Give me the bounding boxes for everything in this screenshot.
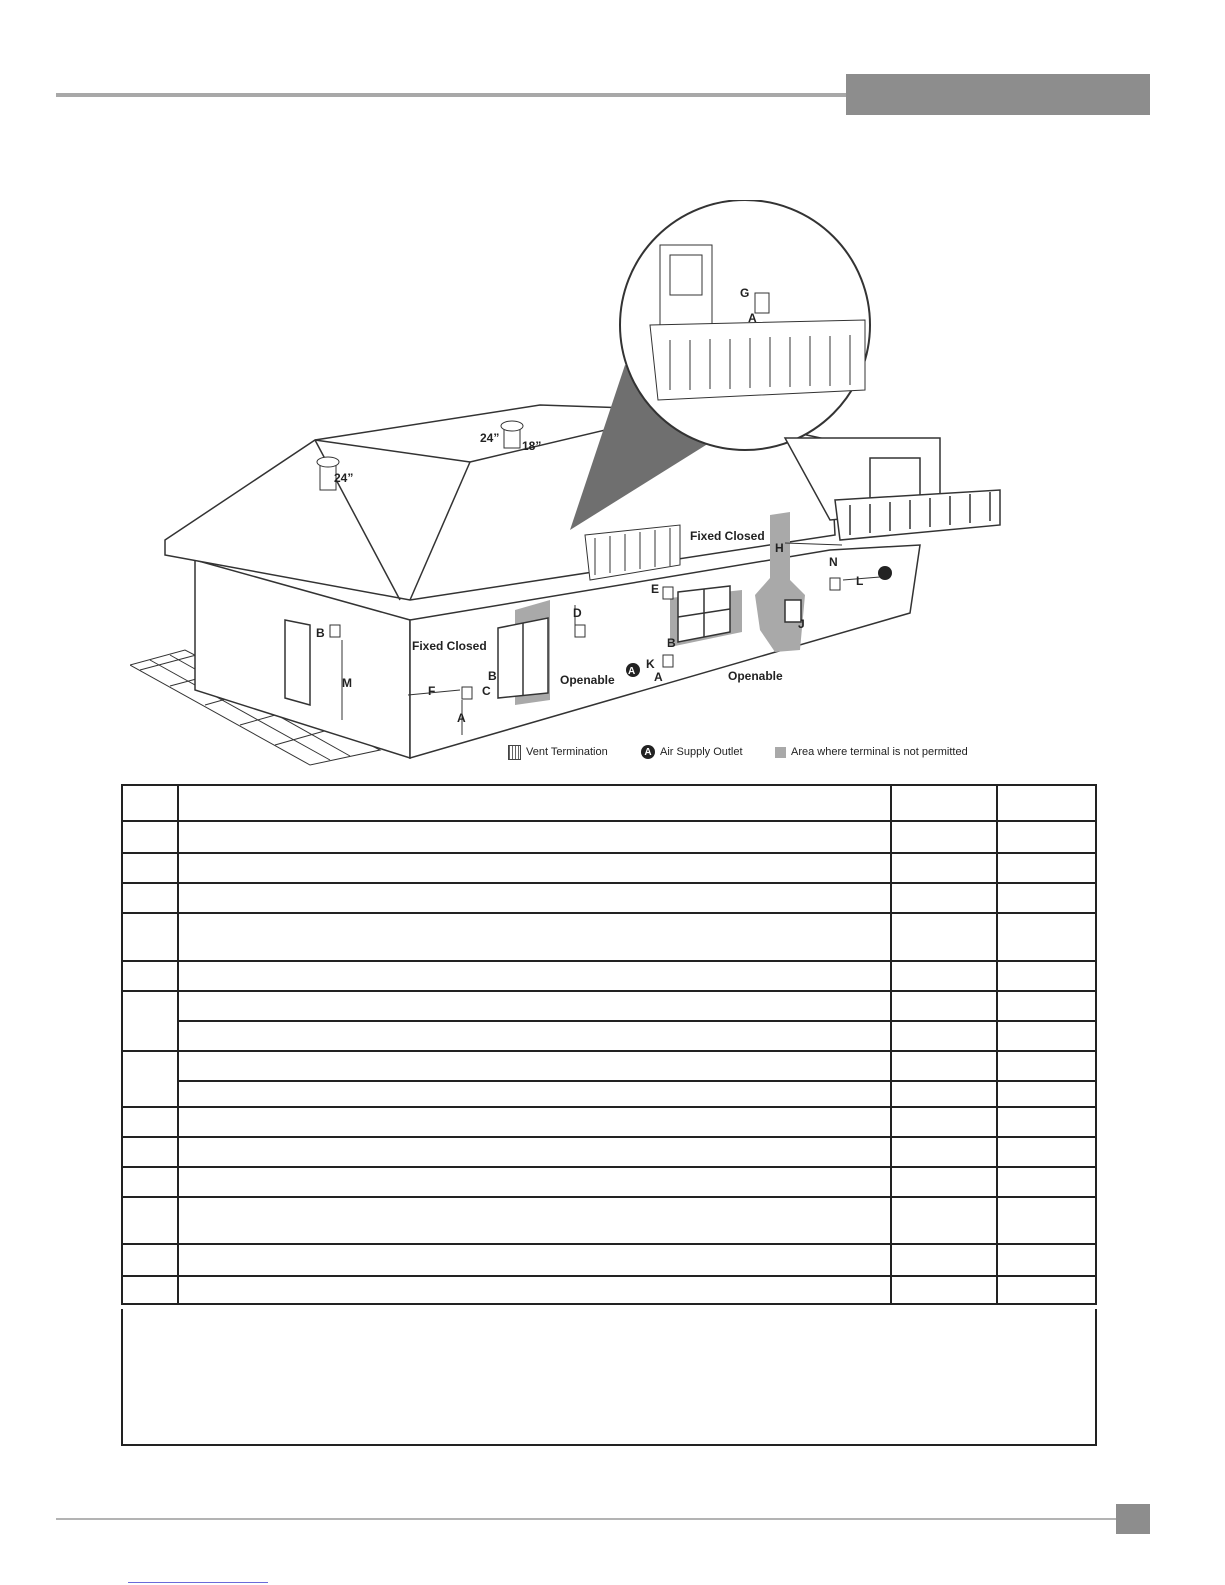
table-row: [122, 1051, 1096, 1081]
balcony-inset: [620, 200, 870, 450]
roof-vent-center: [501, 421, 523, 448]
rear-balcony: [585, 525, 680, 580]
label-B-door: B: [316, 626, 325, 640]
legend-vent-label: Vent Termination: [526, 746, 608, 758]
label-K: K: [646, 657, 655, 671]
table-row: [122, 991, 1096, 1021]
air-supply-outlet-icon: A: [641, 745, 655, 759]
table-header-row: [122, 785, 1096, 821]
legend-area-label: Area where terminal is not permitted: [791, 746, 968, 758]
legend-air-label: Air Supply Outlet: [660, 746, 743, 758]
legend-area: [775, 743, 968, 761]
table-row: [122, 1167, 1096, 1197]
label-M: M: [342, 676, 352, 690]
table-row: [122, 883, 1096, 913]
label-H: H: [775, 541, 784, 555]
table-row: [122, 1244, 1096, 1276]
footer-link[interactable]: [128, 1582, 268, 1583]
restricted-area-icon: [775, 747, 786, 758]
label-B-right: B: [667, 636, 676, 650]
table-row: [122, 1137, 1096, 1167]
header-rule: [56, 93, 846, 97]
label-C: C: [482, 684, 491, 698]
notes-box: [121, 1309, 1097, 1446]
air-outlet-symbol: A: [628, 666, 636, 677]
label-A-inset: A: [748, 311, 757, 325]
table-row: [122, 1197, 1096, 1244]
table-row: [122, 1081, 1096, 1107]
label-L: L: [856, 574, 864, 588]
vent-clearance-diagram: [130, 200, 1030, 780]
clearance-table: [121, 784, 1097, 1305]
label-D: D: [573, 606, 582, 620]
label-F: F: [428, 684, 436, 698]
table-row: [122, 913, 1096, 961]
table-row: [122, 821, 1096, 853]
table-row: [122, 1107, 1096, 1137]
table-row: [122, 853, 1096, 883]
table-row: [122, 961, 1096, 991]
table-row: [122, 1021, 1096, 1051]
label-J: J: [798, 617, 805, 631]
label-18: 18”: [522, 439, 542, 453]
label-24: 24”: [480, 431, 500, 445]
label-A-wall: A: [457, 711, 466, 725]
page-number-tab: [1116, 1504, 1150, 1534]
label-A-right: A: [654, 670, 663, 684]
footer-rule: [56, 1518, 1116, 1520]
vent-termination-icon: [508, 745, 521, 760]
table-row: [122, 1276, 1096, 1304]
label-fixed-closed-left: Fixed Closed: [412, 639, 487, 653]
label-openable-right: Openable: [728, 669, 783, 683]
label-N: N: [829, 555, 838, 569]
label-openable-left: Openable: [560, 673, 615, 687]
label-fixed-closed-right: Fixed Closed: [690, 529, 765, 543]
legend-vent: [508, 743, 608, 761]
label-E: E: [651, 582, 660, 596]
label-24-left: 24”: [334, 471, 354, 485]
label-B-window: B: [488, 669, 497, 683]
label-G: G: [740, 286, 750, 300]
header-tab: [846, 74, 1150, 115]
legend-air: [641, 743, 743, 761]
